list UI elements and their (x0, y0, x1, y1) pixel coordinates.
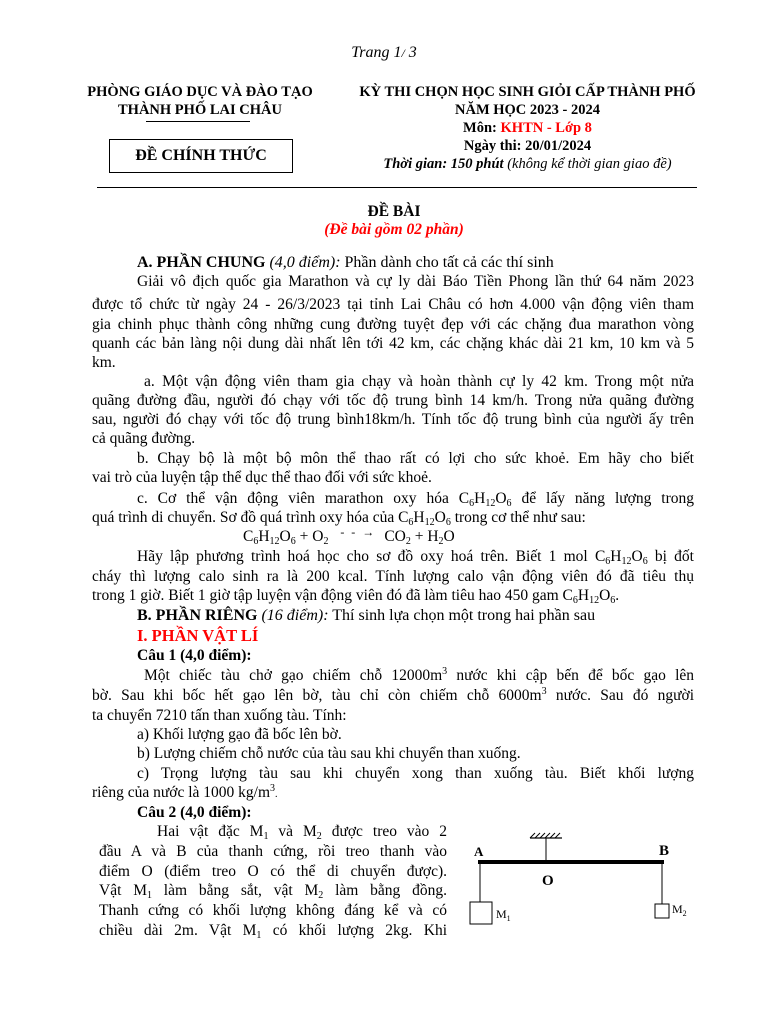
eq-plus: + O (295, 528, 324, 545)
sub-h: 12 (424, 517, 435, 528)
page-title: ĐỀ BÀI (367, 203, 421, 220)
q1-c-line-2 (92, 783, 278, 804)
q2-l1-sub2: 2 (316, 831, 322, 842)
part-a-heading (137, 253, 554, 272)
sub-o: 6 (445, 517, 451, 528)
q2-l6-sub1: 1 (256, 930, 262, 941)
q2-l1-sub1: 1 (263, 831, 269, 842)
q1-heading: Câu 1 (4,0 điểm): (137, 647, 252, 664)
q2-l4-b: làm bằng sắt, vật M (151, 882, 319, 899)
part-a-points: (4,0 điểm): (265, 254, 341, 271)
part-a-desc: Phần dành cho tất cả các thí sinh (340, 254, 554, 271)
department-name: PHÒNG GIÁO DỤC VÀ ĐÀO TẠO (87, 84, 313, 100)
eq-co2: CO (384, 528, 406, 545)
time-note: (không kể thời gian giao đề) (503, 156, 672, 172)
subject-value: KHTN - Lớp 8 (500, 120, 592, 136)
exam-title: KỲ THI CHỌN HỌC SINH GIỎI CẤP THÀNH PHỐ (359, 84, 696, 100)
q2-line-4 (99, 881, 447, 900)
label-m1 (496, 907, 511, 923)
subject-line (330, 119, 725, 137)
intro-line-1: Giải vô địch quốc gia Marathon và cự ly dài Báo Tiền Phong lần thứ 64 năm 2023 (137, 273, 694, 290)
q1-c2-a: riêng của nước là 1000 kg/m (92, 784, 271, 801)
subject-label: Môn: (463, 120, 501, 136)
part-b-points: (16 điểm): (257, 607, 329, 624)
label-m1-sub: 1 (506, 914, 511, 923)
qb-line-2: vai trò của luyện tập thể dục thể thao đối với sức khoẻ. (92, 469, 432, 486)
q1-line-1 (144, 666, 694, 685)
qc-line-4: cháy thì lượng calo sinh ra là 200 kcal. Tính lượng calo vận động viên đó đã tiêu thụ (92, 568, 694, 585)
q2-l1-c: được treo vào 2 (321, 823, 447, 840)
sub-o: 6 (610, 595, 616, 606)
qc-line-2: quá trình di chuyển. Sơ đồ quá trình oxy hóa của $C_6H_{12}O_6$ trong cơ thể như sau: (92, 509, 586, 528)
qb-line-1: b. Chạy bộ là một bộ môn thể thao rất có lợi cho sức khoẻ. Em hãy cho biết (137, 450, 694, 467)
q2-l1-a: Hai vật đặc M (157, 823, 264, 840)
qc-line-3-a: Hãy lập phương trình hoá học cho sơ đồ oxy hoá trên. Biết 1 mol C (137, 548, 606, 565)
mass-m1-box (470, 902, 492, 924)
sub-o: 6 (506, 498, 512, 509)
sub-c: 6 (253, 536, 259, 547)
qc-line-5: trong 1 giờ. Biết 1 giờ tập luyện vận động viên đó đã làm tiêu hao 450 gam $C_6H_{12}O_6$. (92, 587, 620, 606)
qa-line-2: quãng đường đầu, người đó chạy với tốc độ trung bình 14 km/h. Trong nửa quãng đường (92, 392, 694, 409)
intro-line-5: km. (92, 354, 116, 371)
q1-a: a) Khối lượng gạo đã bốc lên bờ. (137, 726, 342, 743)
sub-h: 12 (485, 498, 496, 509)
page-number (0, 44, 768, 62)
label-m1-main: M (496, 907, 507, 921)
q2-line-1 (157, 822, 447, 841)
q2-l4-sub1: 1 (146, 890, 152, 901)
q1-b: b) Lượng chiếm chỗ nước của tàu sau khi chuyển than xuống. (137, 745, 521, 762)
qc-line-1-b: để lấy năng lượng trong (511, 490, 694, 507)
q2-l4-a: Vật M (99, 882, 147, 899)
school-year: NĂM HỌC 2023 - 2024 (455, 102, 600, 118)
label-o: O (542, 873, 554, 889)
sub-o: 6 (290, 536, 296, 547)
part-b-heading (137, 606, 595, 625)
q2-line-3: điểm O (điểm treo O có thể di chuyển được). (99, 863, 447, 880)
q1-c-line-1: c) Trọng lượng tàu sau khi chuyển xong than xuống tàu. Biết khối lượng (137, 765, 694, 782)
q1-l1-sup: 3 (442, 666, 448, 677)
q1-c2-sup: 3 (270, 783, 276, 794)
q1-l2-b: nước. Sau đó người (546, 687, 695, 704)
q2-line-2: đầu A và B của thanh cứng, rồi treo thanh vào (99, 843, 447, 860)
qa-line-1: a. Một vận động viên tham gia chạy và hoàn thành cự ly 42 km. Trong một nửa (144, 373, 694, 390)
eq-o: O (443, 528, 455, 545)
qc-line-3: Hãy lập phương trình hoá học cho sơ đồ oxy hoá trên. Biết 1 mol $C_6H_{12}O_6$ bị đốt (137, 548, 694, 567)
qa-line-4: cả quãng đường. (92, 430, 196, 447)
part-a-title: A. PHẦN CHUNG (137, 254, 266, 271)
qc-line-2-b: trong cơ thể như sau: (450, 509, 586, 526)
label-m2 (672, 902, 687, 918)
time-line (330, 155, 725, 173)
q1-c2-b: . (275, 789, 278, 800)
page-subtitle: (Đề bài gồm 02 phần) (324, 221, 464, 238)
sub-o: 6 (642, 556, 648, 567)
intro-line-3: gia chinh phục thành công những cung đường tuyệt đẹp với các chặng đua marathon vòng (92, 316, 694, 333)
header-left (60, 83, 340, 119)
header-left-underline (146, 121, 250, 122)
q2-line-5: Thanh cứng có khối lượng không đáng kể và có (99, 902, 447, 919)
q2-heading: Câu 2 (4,0 điểm): (137, 804, 252, 821)
sub-h: 12 (621, 556, 632, 567)
qa-line-3: sau, người đó chạy với tốc độ trung bình18km/h. Tính tốc độ trung bình của người ấy trên (92, 411, 694, 428)
q2-l1-b: và M (268, 823, 317, 840)
sub-c: 6 (408, 517, 414, 528)
page-label-sep: / (401, 46, 405, 60)
q2-l4-c: làm bằng đồng. (323, 882, 447, 899)
q1-l1-b: nước khi cập bến để bốc gạo lên (447, 667, 695, 684)
official-badge: ĐỀ CHÍNH THỨC (109, 139, 293, 173)
page-label-num: 1 (393, 44, 402, 61)
sub-c: 6 (469, 498, 475, 509)
label-b: B (659, 843, 670, 859)
q2-l6-b: có khối lượng 2kg. Khi (261, 922, 447, 939)
q1-line-2 (92, 686, 694, 705)
lever-diagram (460, 828, 700, 928)
qc-line-1-a: c. Cơ thể vận động viên marathon oxy hóa C (137, 490, 470, 507)
part-b-desc: Thí sinh lựa chọn một trong hai phần sau (328, 607, 596, 624)
part-b-title: B. PHẦN RIÊNG (137, 607, 258, 624)
qc-line-5-a: trong 1 giờ. Biết 1 giờ tập luyện vận động viên đó đã làm tiêu hao 450 gam C (92, 587, 573, 604)
sub-o2: 2 (323, 536, 329, 547)
rigid-bar (478, 860, 664, 864)
sub-h2: 2 (438, 536, 444, 547)
intro-line-4: quanh các bản làng nội dung dài nhất lên tới 42 km, các chặng khác dài 21 km, 10 km và 5 (92, 335, 694, 352)
equation: $C_6H_{12}O_6 + O_2$ - - → $CO_2 + H_2O$ (243, 525, 455, 547)
page-label-text: Trang (351, 44, 394, 61)
q1-l2-a: bờ. Sau khi bốc hết gạo lên bờ, tàu chỉ còn chiếm chỗ 6000m (92, 687, 542, 704)
q2-l6-a: chiều dài 2m. Vật M (99, 922, 257, 939)
header-divider (97, 187, 697, 188)
label-a: A (474, 844, 484, 859)
qc-line-1: c. Cơ thể vận động viên marathon oxy hóa $C_6H_{12}O_6$ để lấy năng lượng trong (137, 490, 694, 509)
eq-arrow: - - → (340, 525, 377, 539)
q1-l2-sup: 3 (541, 686, 547, 697)
section-physics: I. PHẦN VẬT LÍ (137, 626, 259, 645)
eq-c: C (243, 528, 254, 545)
sub-c: 6 (572, 595, 578, 606)
eq-plus-h: + H (410, 528, 439, 545)
header-right (330, 83, 725, 173)
ceiling-hatch (530, 833, 560, 838)
intro-line-2: được tổ chức từ ngày 24 - 26/3/2023 tại tỉnh Lai Châu có hơn 4.000 vận động viên tham (92, 296, 694, 313)
sub-h: 12 (589, 595, 600, 606)
qc-line-3-b: bị đốt (647, 548, 694, 565)
q2-line-6 (99, 921, 447, 940)
city-name: THÀNH PHỐ LAI CHÂU (118, 102, 282, 118)
mass-m2-box (655, 904, 669, 918)
label-m2-sub: 2 (682, 909, 687, 918)
exam-date: Ngày thi: 20/01/2024 (463, 138, 592, 154)
qc-line-2-a: quá trình di chuyển. Sơ đồ quá trình oxy hóa của C (92, 509, 409, 526)
sub-c: 6 (605, 556, 611, 567)
sub-o2: 2 (405, 536, 411, 547)
time-label: Thời gian: 150 phút (383, 156, 504, 172)
qc-line-5-b: . (615, 587, 620, 604)
page-label-total: 3 (404, 44, 417, 61)
sub-h: 12 (269, 536, 280, 547)
label-m2-main: M (672, 902, 683, 916)
q1-line-3: ta chuyển 7210 tấn than xuống tàu. Tính: (92, 707, 347, 724)
q1-l1-a: Một chiếc tàu chở gạo chiếm chỗ 12000m (144, 667, 443, 684)
q2-l4-sub2: 2 (318, 890, 324, 901)
